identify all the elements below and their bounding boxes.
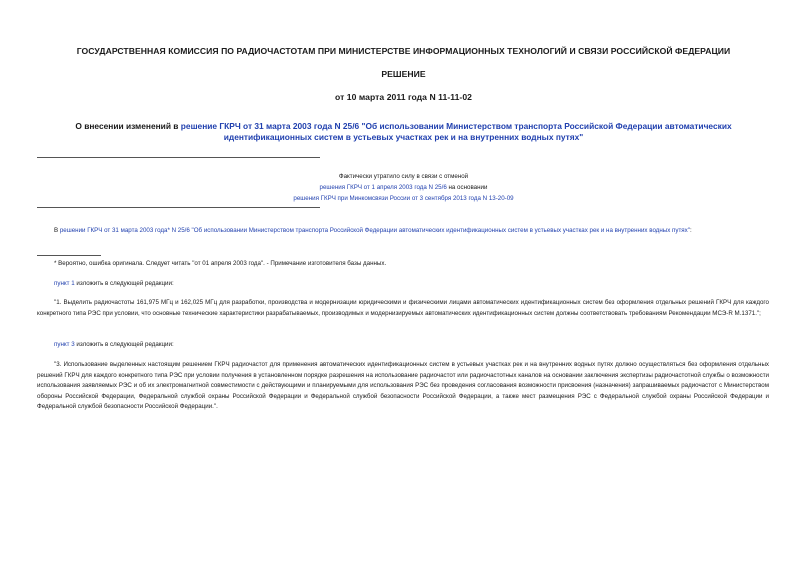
footnote-divider [37,255,101,256]
clause-1-link[interactable]: пункт 1 [54,280,75,287]
document-type: РЕШЕНИЕ [381,69,426,79]
void-notice-line1: Фактически утратило силу в связи с отменой [338,173,469,180]
clause-1-label [54,279,767,290]
void-notice-line3 [0,193,807,204]
repeal-decision-link[interactable]: решения ГКРЧ при Минкомсвязи России от 3 сентября 2013 года N 13-20-09 [293,195,514,202]
intro-suffix: : [689,227,692,234]
footnote: * Вероятно, ошибка оригинала. Следует читать "от 01 апреля 2003 года". - Примечание изготовителя базы данных. [54,260,387,267]
clause-1-text: "1. Выделить радиочастоты 161,975 МГц и 162,025 МГц для разработки, производства и модернизации юридическими и физическими лицами автоматических идентификационных систем без оформления отдельных решений ГКРЧ для каждого конкретного типа РЭС при условии, что основные технические характеристики разрабатываемых, производимых и модернизируемых автоматических идентификационных систем должны соответствовать требованиям Рекомендации МСЭ-R M.1371."; [37,299,769,317]
void-decision-link[interactable]: решения ГКРЧ от 1 апреля 2003 года N 25/6 [319,184,447,191]
issuing-organization: ГОСУДАРСТВЕННАЯ КОМИССИЯ ПО РАДИОЧАСТОТАМ ПРИ МИНИСТЕРСТВЕ ИНФОРМАЦИОННЫХ ТЕХНОЛОГИЙ И СВЯЗИ РОССИЙСКОЙ ФЕДЕРАЦИИ [76,46,731,56]
intro-paragraph [37,226,769,237]
void-notice-line2-rest: на основании [446,184,488,191]
void-notice-line2 [0,182,807,193]
clause-3-text: "3. Использование выделенных настоящим решением ГКРЧ радиочастот для применения автоматических идентификационных систем в устьевых участках рек и на внутренних водных путях должно осуществляться без оформления отдельных решений ГКРЧ для каждого конкретного типа РЭС при условии получения в установленном порядке разрешения на использование радиочастот или радиочастотных каналов на основании заключения экспертизы радиочастотной службы о возможности использования заявляемых РЭС и об их электромагнитной совместимости с действующими и планируемыми для использования РЭС без проведения согласования возможности присвоения (назначения) запрашиваемых радиочастот с Министерством обороны Российской Федерации, Федеральной службой охраны Российской Федерации и Федеральной службой безопасности Российской Федерации, а также мест размещения РЭС с Федеральной службой охраны Российской Федерации и Федеральной службой безопасности Российской Федерации.". [37,361,769,410]
clause-3-link[interactable]: пункт 3 [54,341,75,348]
void-notice [0,171,807,204]
clause-3-label-rest: изложить в следующей редакции: [74,341,174,348]
title-prefix: О внесении изменений в [75,121,181,131]
document-title [40,121,767,143]
clause-1-label-rest: изложить в следующей редакции: [74,280,174,287]
clause-3-label [54,340,767,351]
divider-bottom [37,207,320,208]
intro-prefix: В [54,227,60,234]
document-date: от 10 марта 2011 года N 11-11-02 [334,92,472,102]
divider-top [37,157,320,158]
title-amended-decision-link[interactable]: решение ГКРЧ от 31 марта 2003 года N 25/6 "Об использовании Министерством транспорта Российской Федерации автоматических идентификационных систем в устьевых участках рек и на внутренних водных путях" [180,121,732,142]
intro-decision-link[interactable]: решении ГКРЧ от 31 марта 2003 года* N 25/6 "Об использовании Министерством транспорта Российской Федерации автоматических идентификационных систем в устьевых участках рек и на внутренних водных путях" [59,227,690,234]
